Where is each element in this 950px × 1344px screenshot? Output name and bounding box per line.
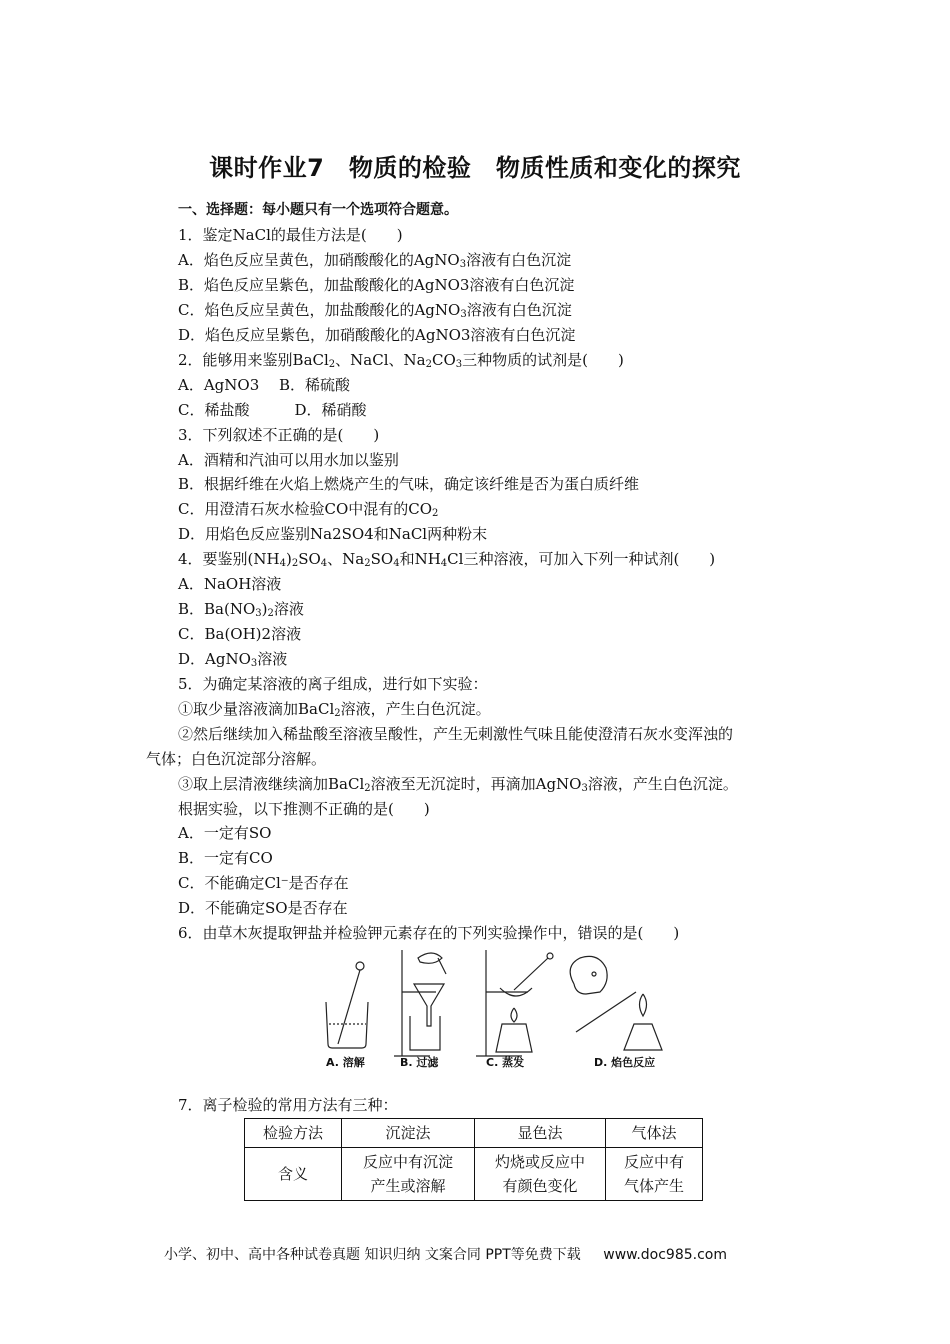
table-header: 气体法	[606, 1119, 703, 1148]
q3-option-d: D．用焰色反应鉴别Na2SO4和NaCl两种粉末	[178, 525, 488, 543]
dissolve-apparatus-icon	[326, 962, 368, 1048]
q5-step-1: ①取少量溶液滴加BaCl$_2$溶液，产生白色沉淀。	[178, 700, 491, 719]
table-header: 显色法	[475, 1119, 606, 1148]
q3-option-c: C．用澄清石灰水检验CO中混有的$CO_2$	[178, 500, 439, 519]
table-header-row	[245, 1119, 703, 1148]
q4-option-d: D．AgNO$_3$溶液	[178, 650, 288, 669]
q1-option-d: D．焰色反应呈紫色，加硝酸酸化的AgNO3溶液有白色沉淀	[178, 326, 576, 344]
caption-d: D. 焰色反应	[594, 1056, 656, 1069]
table-cell: 反应中有沉淀 产生或溶解	[342, 1148, 475, 1201]
q3-stem: 3．下列叙述不正确的是( )	[178, 426, 380, 444]
q5-step-2-line-1: ②然后继续加入稀盐酸至溶液呈酸性，产生无刺激性气味且能使澄清石灰水变浑浊的	[178, 725, 734, 743]
page-footer	[164, 1244, 727, 1264]
lab-apparatus-figure	[318, 944, 678, 1074]
table-header: 检验方法	[245, 1119, 342, 1148]
evaporation-apparatus-icon	[476, 950, 553, 1056]
q2-options-cd: C．稀盐酸 D．稀硝酸	[178, 401, 367, 419]
q5-ask: 根据实验，以下推测不正确的是( )	[178, 800, 430, 818]
q3-option-b: B．根据纤维在火焰上燃烧产生的气味，确定该纤维是否为蛋白质纤维	[178, 475, 640, 493]
footer-text: 小学、初中、高中各种试卷真题 知识归纳 文案合同 PPT等免费下载	[164, 1247, 581, 1263]
table-row	[245, 1148, 703, 1201]
table-cell: 反应中有 气体产生	[606, 1148, 703, 1201]
q3-option-a: A．酒精和汽油可以用水加以鉴别	[178, 451, 399, 469]
flame-test-apparatus-icon	[570, 956, 662, 1050]
q2-options-ab: A．AgNO3 B．稀硫酸	[178, 376, 351, 394]
q2-stem: 2．能够用来鉴别BaCl$_2$、NaCl、$Na_2CO_3$三种物质的试剂是( )	[178, 351, 624, 370]
q4-option-a: A．NaOH溶液	[178, 575, 282, 593]
caption-b: B. 过滤	[400, 1056, 439, 1069]
caption-a: A. 溶解	[326, 1056, 365, 1069]
table-header: 沉淀法	[342, 1119, 475, 1148]
q6-stem: 6．由草木灰提取钾盐并检验钾元素存在的下列实验操作中，错误的是( )	[178, 924, 680, 942]
table-cell: 灼烧或反应中 有颜色变化	[475, 1148, 606, 1201]
q1-option-c: C．焰色反应呈黄色，加盐酸酸化的AgNO$_3$溶液有白色沉淀	[178, 301, 572, 320]
caption-c: C. 蒸发	[486, 1056, 525, 1069]
q5-option-a: A．一定有SO	[178, 824, 272, 842]
filtration-apparatus-icon	[394, 950, 446, 1056]
footer-url[interactable]: www.doc985.com	[603, 1247, 727, 1263]
q4-option-b: B．$Ba(NO_3)_2$溶液	[178, 600, 304, 619]
q1-option-a: A．焰色反应呈黄色，加硝酸酸化的AgNO$_3$溶液有白色沉淀	[178, 251, 572, 270]
q1-stem: 1．鉴定NaCl的最佳方法是( )	[178, 226, 403, 244]
q4-option-c: C．Ba(OH)2溶液	[178, 625, 302, 643]
q5-option-d: D．不能确定SO是否存在	[178, 899, 348, 917]
page-title: 课时作业7 物质的检验 物质性质和变化的探究	[209, 154, 741, 182]
table-row-label: 含义	[245, 1148, 342, 1201]
section-heading: 一、选择题：每小题只有一个选项符合题意。	[178, 202, 458, 218]
q5-step-2-line-2: 气体；白色沉淀部分溶解。	[146, 750, 327, 768]
q1-option-b: B．焰色反应呈紫色，加盐酸酸化的AgNO3溶液有白色沉淀	[178, 276, 575, 294]
q5-option-b: B．一定有CO	[178, 849, 273, 867]
q5-step-3: ③取上层清液继续滴加BaCl$_2$溶液至无沉淀时，再滴加AgNO$_3$溶液，产生白色沉淀。	[178, 775, 738, 794]
detection-methods-table	[244, 1118, 703, 1201]
q7-stem: 7．离子检验的常用方法有三种：	[178, 1096, 398, 1114]
q4-stem: 4．要鉴别$(NH_4)_2SO_4$、$Na_2SO_4$和$NH_4Cl$三种溶液，可加入下列一种试剂( )	[178, 550, 716, 569]
q5-stem: 5．为确定某溶液的离子组成，进行如下实验：	[178, 675, 488, 693]
q5-option-c: C．不能确定Cl⁻是否存在	[178, 874, 349, 892]
